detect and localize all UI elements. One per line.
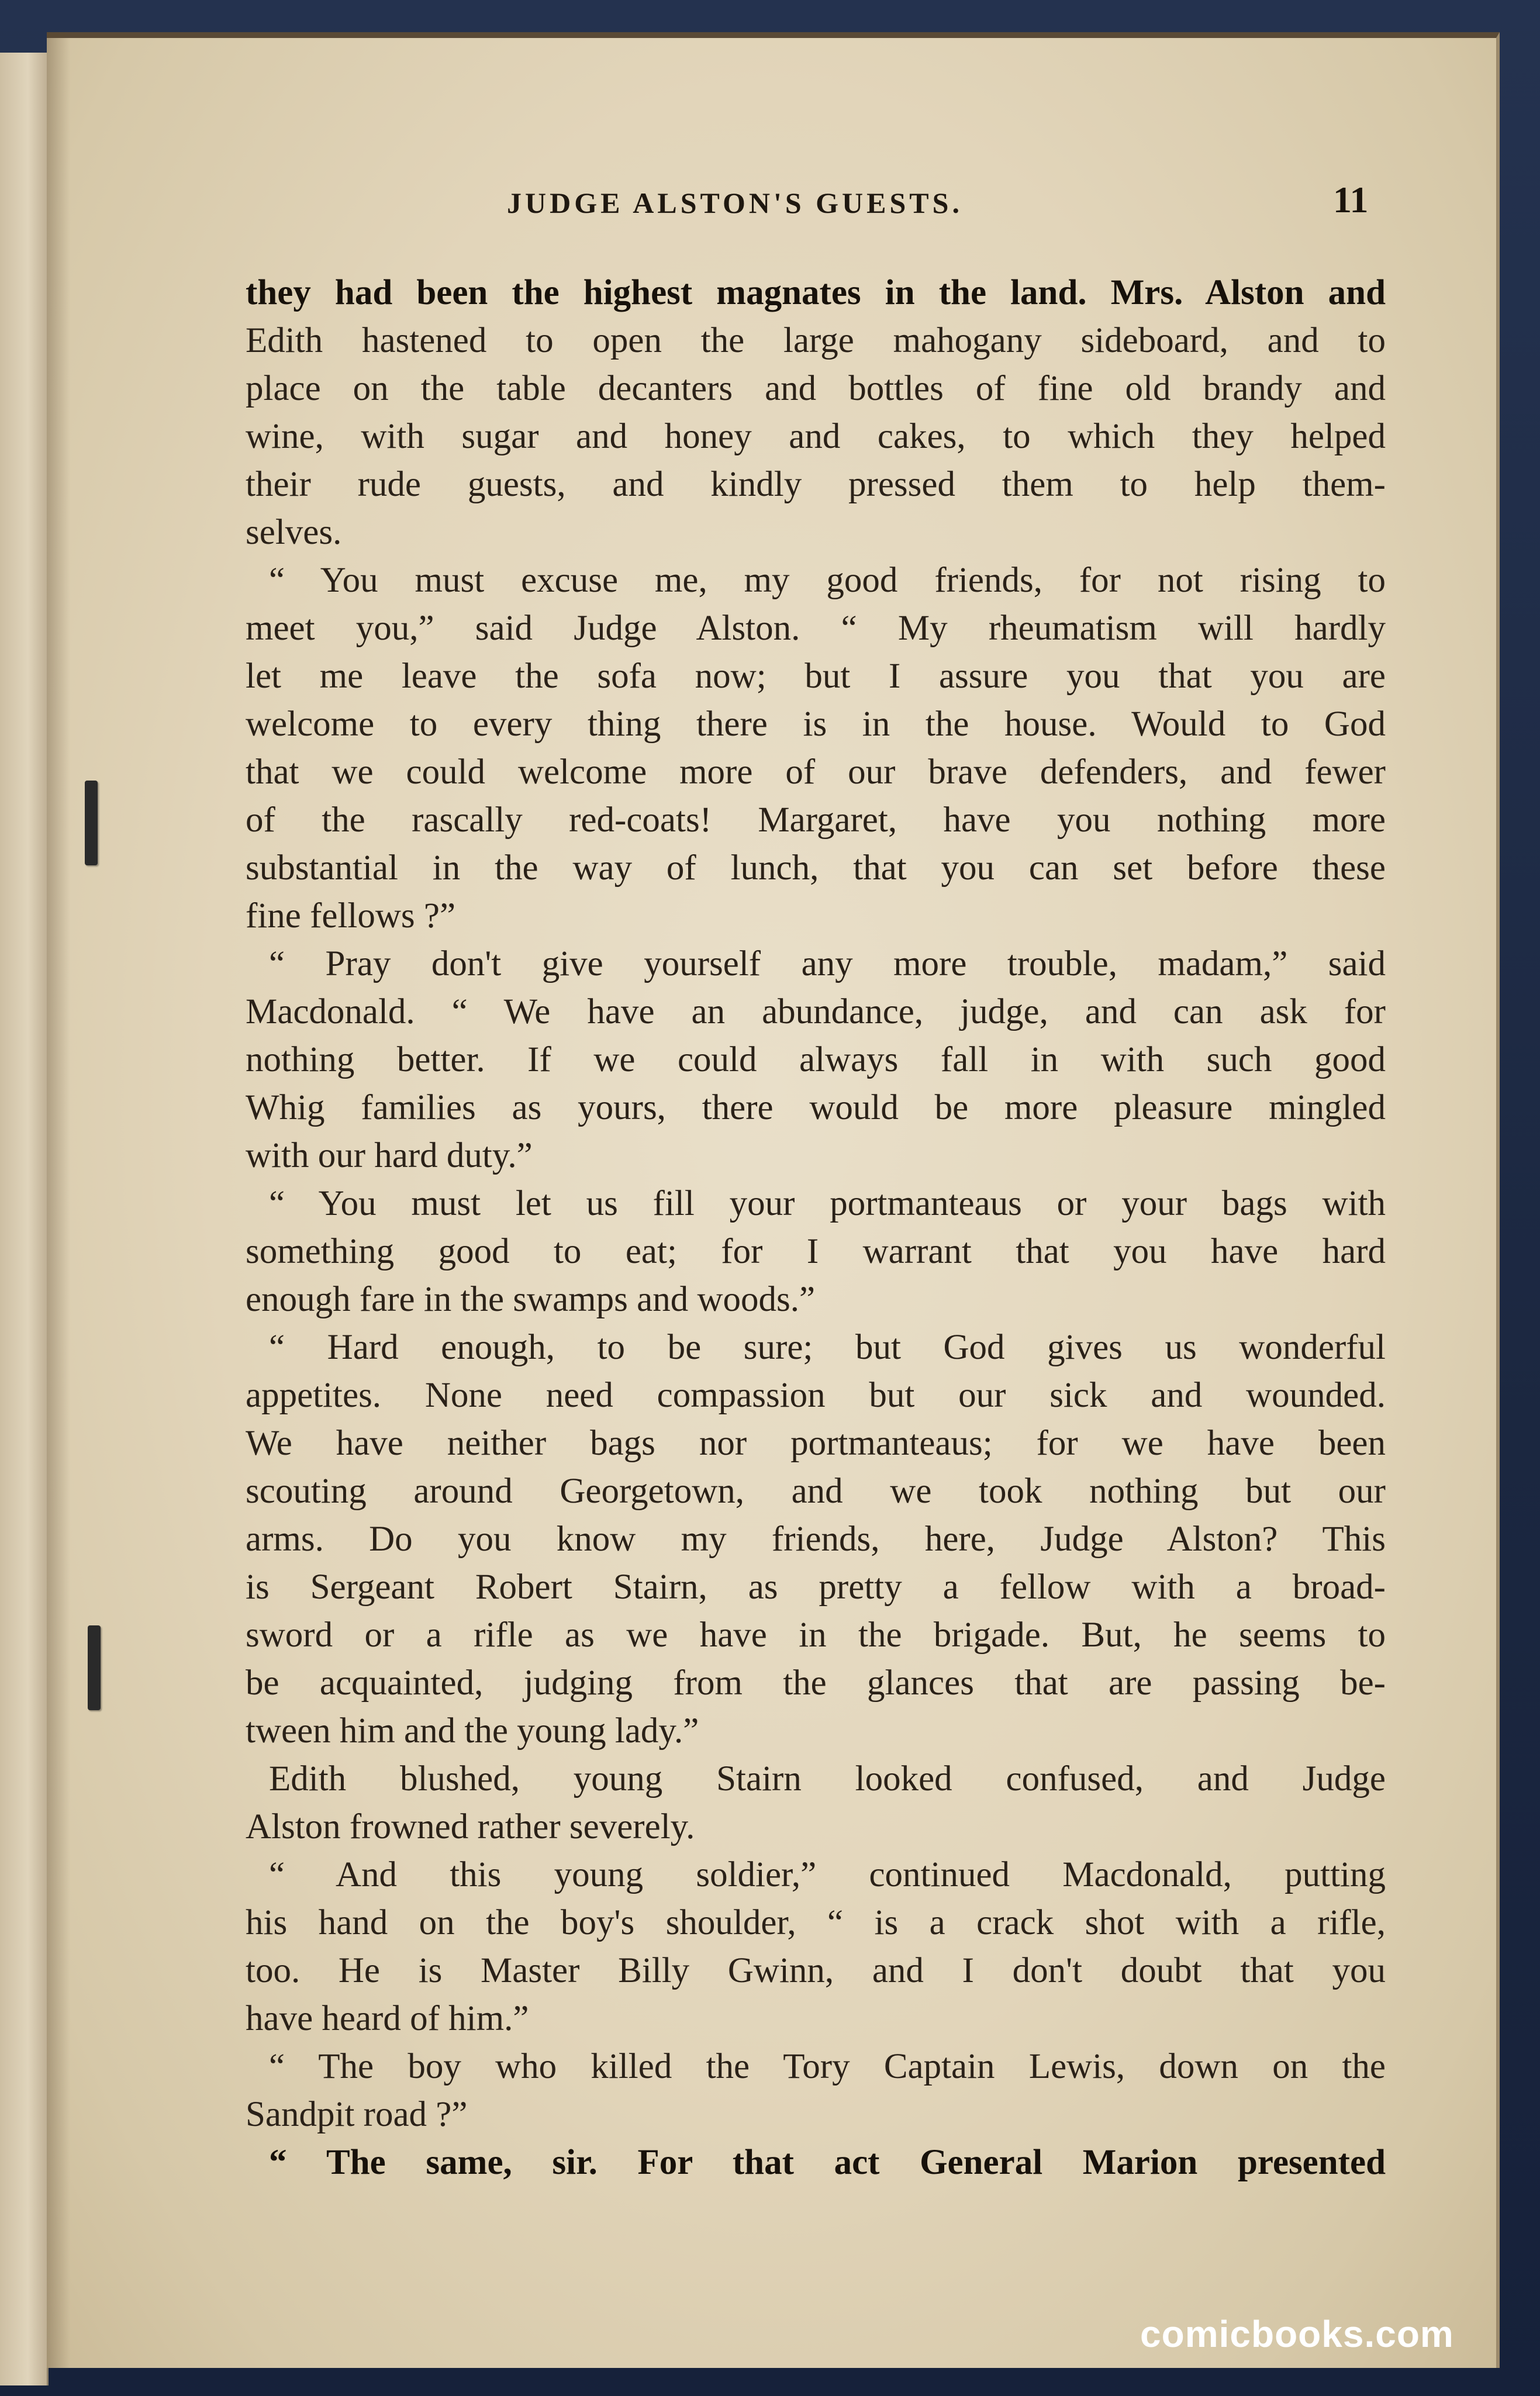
text-line: Edith blushed, young Stairn looked confused, and Judge: [269, 1759, 1386, 1798]
text-line: Alston frowned rather severely.: [246, 1807, 695, 1846]
watermark: comicbooks.com: [1140, 2313, 1454, 2355]
text-line: arms. Do you know my friends, here, Judge Alston? This: [246, 1520, 1386, 1559]
text-line: their rude guests, and kindly pressed them to help them-: [246, 465, 1386, 504]
text-line: “ The boy who killed the Tory Captain Lewis, down on the: [269, 2047, 1386, 2086]
page-number: 11: [1333, 179, 1369, 220]
text-line: We have neither bags nor portmanteaus; for we have been: [246, 1424, 1386, 1463]
text-line: “ Hard enough, to be sure; but God gives us wonderful: [269, 1328, 1386, 1367]
text-line: wine, with sugar and honey and cakes, to which they helped: [246, 417, 1386, 456]
text-line: meet you,” said Judge Alston. “ My rheumatism will hardly: [246, 609, 1386, 648]
text-line: sword or a rifle as we have in the brigade. But, he seems to: [246, 1615, 1386, 1655]
text-line: “ You must excuse me, my good friends, for not rising to: [269, 561, 1386, 600]
text-line: have heard of him.”: [246, 1999, 529, 2038]
text-line: his hand on the boy's shoulder, “ is a crack shot with a rifle,: [246, 1903, 1386, 1942]
text-line: be acquainted, judging from the glances that are passing be-: [246, 1663, 1386, 1703]
running-title: JUDGE ALSTON'S GUESTS.: [507, 187, 963, 219]
text-line: let me leave the sofa now; but I assure you that you are: [246, 657, 1386, 696]
text-line: appetites. None need compassion but our sick and wounded.: [246, 1376, 1386, 1415]
text-line: Whig families as yours, there would be more pleasure mingled: [246, 1088, 1386, 1127]
text-line: with our hard duty.”: [246, 1136, 533, 1175]
text-line: Edith hastened to open the large mahogany sideboard, and to: [246, 321, 1386, 360]
text-line: something good to eat; for I warrant that you have hard: [246, 1232, 1386, 1271]
text-line: “ You must let us fill your portmanteaus or your bags with: [269, 1184, 1386, 1223]
text-line: is Sergeant Robert Stairn, as pretty a fellow with a broad-: [246, 1568, 1386, 1607]
text-line: selves.: [246, 513, 342, 552]
text-line: tween him and the young lady.”: [246, 1711, 699, 1751]
text-line: nothing better. If we could always fall in with such good: [246, 1040, 1386, 1079]
text-line: that we could welcome more of our brave defenders, and fewer: [246, 752, 1386, 792]
text-line: too. He is Master Billy Gwinn, and I don't doubt that you: [246, 1951, 1386, 1990]
text-line: “ The same, sir. For that act General Marion presented: [269, 2143, 1386, 2182]
staple-bottom: [88, 1625, 101, 1710]
previous-page-edge: [0, 53, 49, 2385]
text-line: of the rascally red-coats! Margaret, have you nothing more: [246, 800, 1386, 840]
gutter-shadow: [47, 32, 70, 2368]
text-line: scouting around Georgetown, and we took nothing but our: [246, 1472, 1386, 1511]
text-line: they had been the highest magnates in the land. Mrs. Alston and: [246, 273, 1386, 312]
text-line: Sandpit road ?”: [246, 2095, 468, 2134]
text-line: “ And this young soldier,” continued Macdonald, putting: [269, 1855, 1386, 1894]
text-line: welcome to every thing there is in the house. Would to God: [246, 705, 1386, 744]
text-line: Macdonald. “ We have an abundance, judge, and can ask for: [246, 992, 1386, 1031]
text-line: “ Pray don't give yourself any more trouble, madam,” said: [269, 944, 1386, 983]
text-line: enough fare in the swamps and woods.”: [246, 1280, 816, 1319]
staple-top: [85, 781, 98, 865]
text-line: fine fellows ?”: [246, 896, 456, 935]
text-line: place on the table decanters and bottles of fine old brandy and: [246, 369, 1386, 408]
text-line: substantial in the way of lunch, that you can set before these: [246, 848, 1386, 888]
